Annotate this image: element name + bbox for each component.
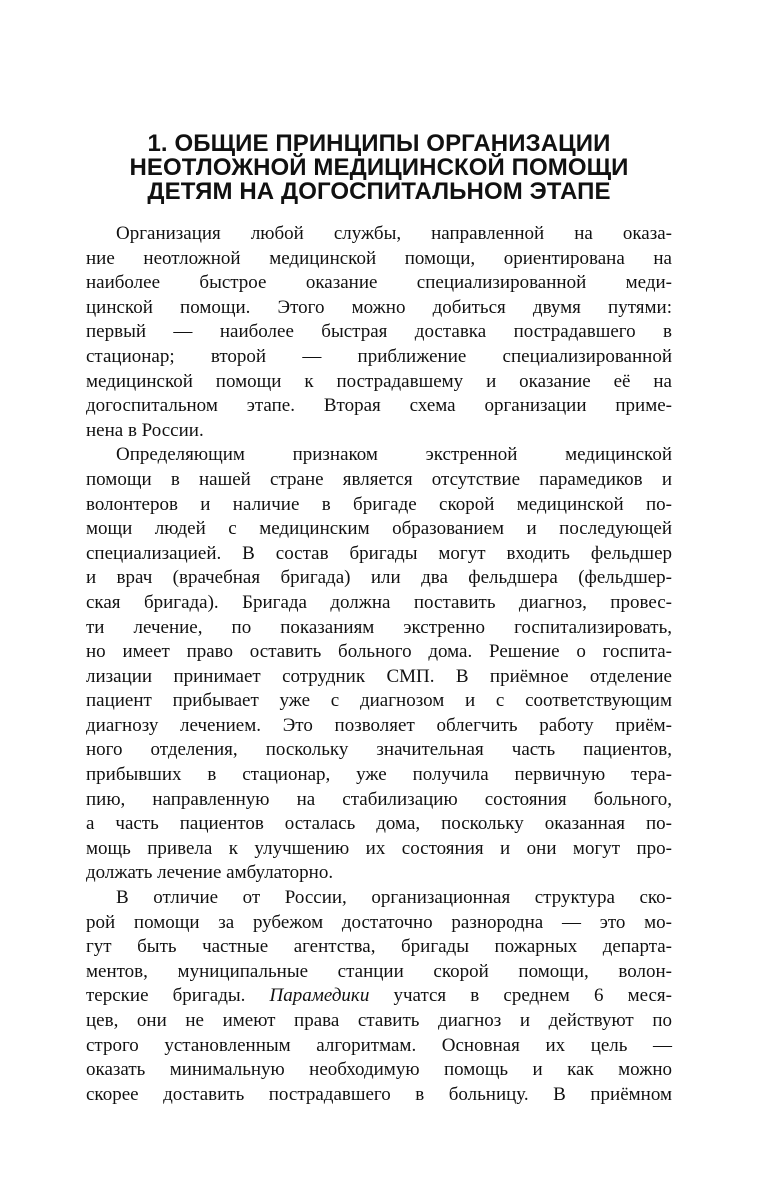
text-line: должать лечение амбулаторно.: [86, 862, 334, 884]
text-line: стационар; второй — приближение специализированной: [86, 345, 672, 367]
text-line: цев, они не имеют права ставить диагноз и действуют по: [86, 1010, 672, 1031]
text-line: рой помощи за рубежом достаточно разнородна — это мо-: [86, 911, 672, 933]
text-segment: терские бригады.: [86, 985, 270, 1007]
text-line: пациент прибывает уже с диагнозом и с соответствующим: [86, 690, 672, 712]
text-line: ти лечение, по показаниям экстренно госпитализировать,: [86, 616, 672, 638]
text-line: скорее доставить пострадавшего в больницу. В приёмном: [86, 1083, 672, 1105]
paragraph-3: [86, 886, 672, 1107]
text-line: но имеет право оставить больного дома. Решение о госпита-: [86, 641, 672, 663]
text-line: нена в России.: [86, 419, 204, 441]
text-line: и врач (врачебная бригада) или два фельдшера (фельдшер-: [86, 567, 672, 589]
text-line: волонтеров и наличие в бригаде скорой медицинской по-: [86, 493, 672, 515]
text-line: мощь привела к улучшению их состояния и они могут про-: [86, 837, 672, 859]
text-line: пию, направленную на стабилизацию состояния больного,: [86, 788, 672, 810]
chapter-heading: [86, 132, 672, 204]
text-line: В отличие от России, организационная структура ско-: [116, 887, 672, 909]
text-line: строго установленным алгоритмам. Основная их цель —: [86, 1034, 672, 1056]
heading-line: НЕОТЛОЖНОЙ МЕДИЦИНСКОЙ ПОМОЩИ: [129, 154, 629, 181]
book-page: [86, 132, 672, 1107]
text-line: диагнозу лечением. Это позволяет облегчить работу приём-: [86, 714, 672, 736]
text-line: ние неотложной медицинской помощи, ориентирована на: [86, 247, 672, 269]
text-line: помощи в нашей стране является отсутствие парамедиков и: [86, 468, 672, 490]
heading-line: ДЕТЯМ НА ДОГОСПИТАЛЬНОМ ЭТАПЕ: [147, 178, 611, 205]
text-line: Определяющим признаком экстренной медицинской: [116, 444, 672, 466]
text-line: медицинской помощи к пострадавшему и оказание её на: [86, 370, 672, 392]
heading-line: 1. ОБЩИЕ ПРИНЦИПЫ ОРГАНИЗАЦИИ: [147, 130, 611, 157]
text-line: догоспитальном этапе. Вторая схема организации приме-: [86, 395, 672, 417]
text-segment: учатся в среднем 6 меся-: [369, 985, 672, 1007]
text-line: оказать минимальную необходимую помощь и как можно: [86, 1059, 672, 1081]
text-line: ного отделения, поскольку значительная часть пациентов,: [86, 739, 672, 761]
text-line: специализацией. В состав бригады могут входить фельдшер: [86, 542, 672, 564]
text-line: мощи людей с медицинским образованием и последующей: [86, 518, 672, 540]
text-line: цинской помощи. Этого можно добиться двумя путями:: [86, 296, 672, 318]
italic-term: Парамедики: [269, 985, 370, 1007]
text-line: ская бригада). Бригада должна поставить диагноз, провес-: [86, 591, 672, 613]
text-line: гут быть частные агентства, бригады пожарных департа-: [86, 936, 672, 958]
text-line-with-term: [86, 984, 672, 1009]
text-line: лизации принимает сотрудник СМП. В приёмное отделение: [86, 665, 672, 687]
text-line: первый — наиболее быстрая доставка пострадавшего в: [86, 321, 672, 343]
text-line: а часть пациентов осталась дома, поскольку оказанная по-: [86, 813, 672, 835]
paragraph-1: [86, 222, 672, 443]
paragraph-2: [86, 443, 672, 886]
text-line: ментов, муниципальные станции скорой помощи, волон-: [86, 960, 672, 982]
text-line: Организация любой службы, направленной на оказа-: [116, 223, 672, 244]
text-line: прибывших в стационар, уже получила первичную тера-: [86, 764, 672, 786]
text-line: наиболее быстрое оказание специализированной меди-: [86, 272, 672, 294]
